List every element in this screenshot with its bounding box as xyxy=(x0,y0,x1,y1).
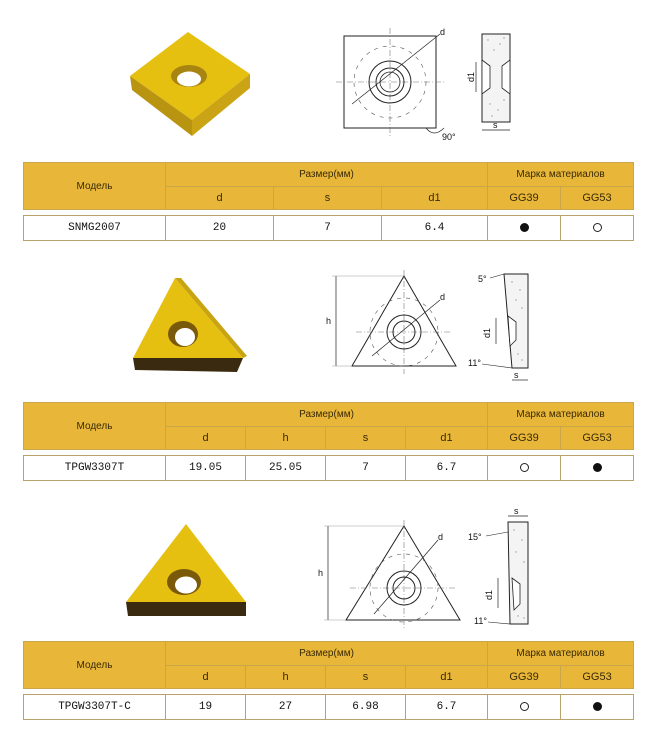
size-header: Размер(мм) xyxy=(166,163,488,187)
value-cell-d: 19 xyxy=(166,695,246,720)
model-cell: SNMG2007 xyxy=(24,216,166,241)
value-cell-d1: 6.7 xyxy=(406,456,488,481)
dim-d-label: d xyxy=(438,532,444,542)
value-cell-s: 7 xyxy=(274,216,382,241)
column-header-d1: d1 xyxy=(382,187,488,210)
model-cell: TPGW3307T-C xyxy=(24,695,166,720)
material-header-gg53: GG53 xyxy=(561,187,634,210)
value-cell-h: 27 xyxy=(246,695,326,720)
materials-header: Марка материалов xyxy=(488,403,634,427)
column-header-d1: d1 xyxy=(406,427,488,450)
angle-label: 15° xyxy=(468,532,482,542)
material-cell-gg39 xyxy=(488,695,561,720)
dim-s-label: s xyxy=(514,506,519,516)
column-header-d: d xyxy=(166,427,246,450)
value-cell-d: 20 xyxy=(166,216,274,241)
tpgw-c-top-view-drawing xyxy=(314,520,464,632)
size-header: Размер(мм) xyxy=(166,403,488,427)
availability-dot-icon xyxy=(593,702,602,711)
value-cell-d: 19.05 xyxy=(166,456,246,481)
column-header-d: d xyxy=(166,187,274,210)
value-cell-d1: 6.4 xyxy=(382,216,488,241)
dim-d1-label: d1 xyxy=(482,327,492,338)
column-header-d: d xyxy=(166,666,246,689)
material-header-gg53: GG53 xyxy=(561,666,634,689)
spec-table-tpgw3307t-c xyxy=(23,641,634,720)
column-header-s: s xyxy=(326,666,406,689)
dim-h-label: h xyxy=(318,568,324,578)
model-header: Модель xyxy=(24,642,166,689)
availability-dot-icon xyxy=(520,702,529,711)
size-header: Размер(мм) xyxy=(166,642,488,666)
material-header-gg39: GG39 xyxy=(488,187,561,210)
dim-h-label: h xyxy=(326,316,332,326)
dim-s-label: s xyxy=(514,370,519,380)
model-header: Модель xyxy=(24,163,166,210)
dim-d-label: d xyxy=(440,292,446,302)
model-cell: TPGW3307T xyxy=(24,456,166,481)
value-cell-d1: 6.7 xyxy=(406,695,488,720)
dim-d1-label: d1 xyxy=(484,589,494,600)
column-header-h: h xyxy=(246,427,326,450)
dim-s-label: s xyxy=(493,120,498,130)
triangle-insert-c-image xyxy=(118,518,258,626)
column-header-s: s xyxy=(274,187,382,210)
column-header-s: s xyxy=(326,427,406,450)
column-header-h: h xyxy=(246,666,326,689)
value-cell-h: 25.05 xyxy=(246,456,326,481)
materials-header: Марка материалов xyxy=(488,163,634,187)
tpgw-c-side-view-drawing xyxy=(462,506,542,630)
model-header: Модель xyxy=(24,403,166,450)
materials-header: Марка материалов xyxy=(488,642,634,666)
dim-d1-label: d1 xyxy=(466,71,476,82)
angle-label: 11° xyxy=(474,616,487,626)
material-header-gg53: GG53 xyxy=(561,427,634,450)
table-row xyxy=(24,695,634,720)
material-cell-gg53 xyxy=(561,695,634,720)
angle-label: 11° xyxy=(468,358,481,368)
dim-d-label: d xyxy=(440,27,446,37)
material-header-gg39: GG39 xyxy=(488,427,561,450)
angle-label: 5° xyxy=(478,274,487,284)
material-header-gg39: GG39 xyxy=(488,666,561,689)
value-cell-s: 6.98 xyxy=(326,695,406,720)
value-cell-s: 7 xyxy=(326,456,406,481)
column-header-d1: d1 xyxy=(406,666,488,689)
angle-label: 90° xyxy=(442,132,456,142)
